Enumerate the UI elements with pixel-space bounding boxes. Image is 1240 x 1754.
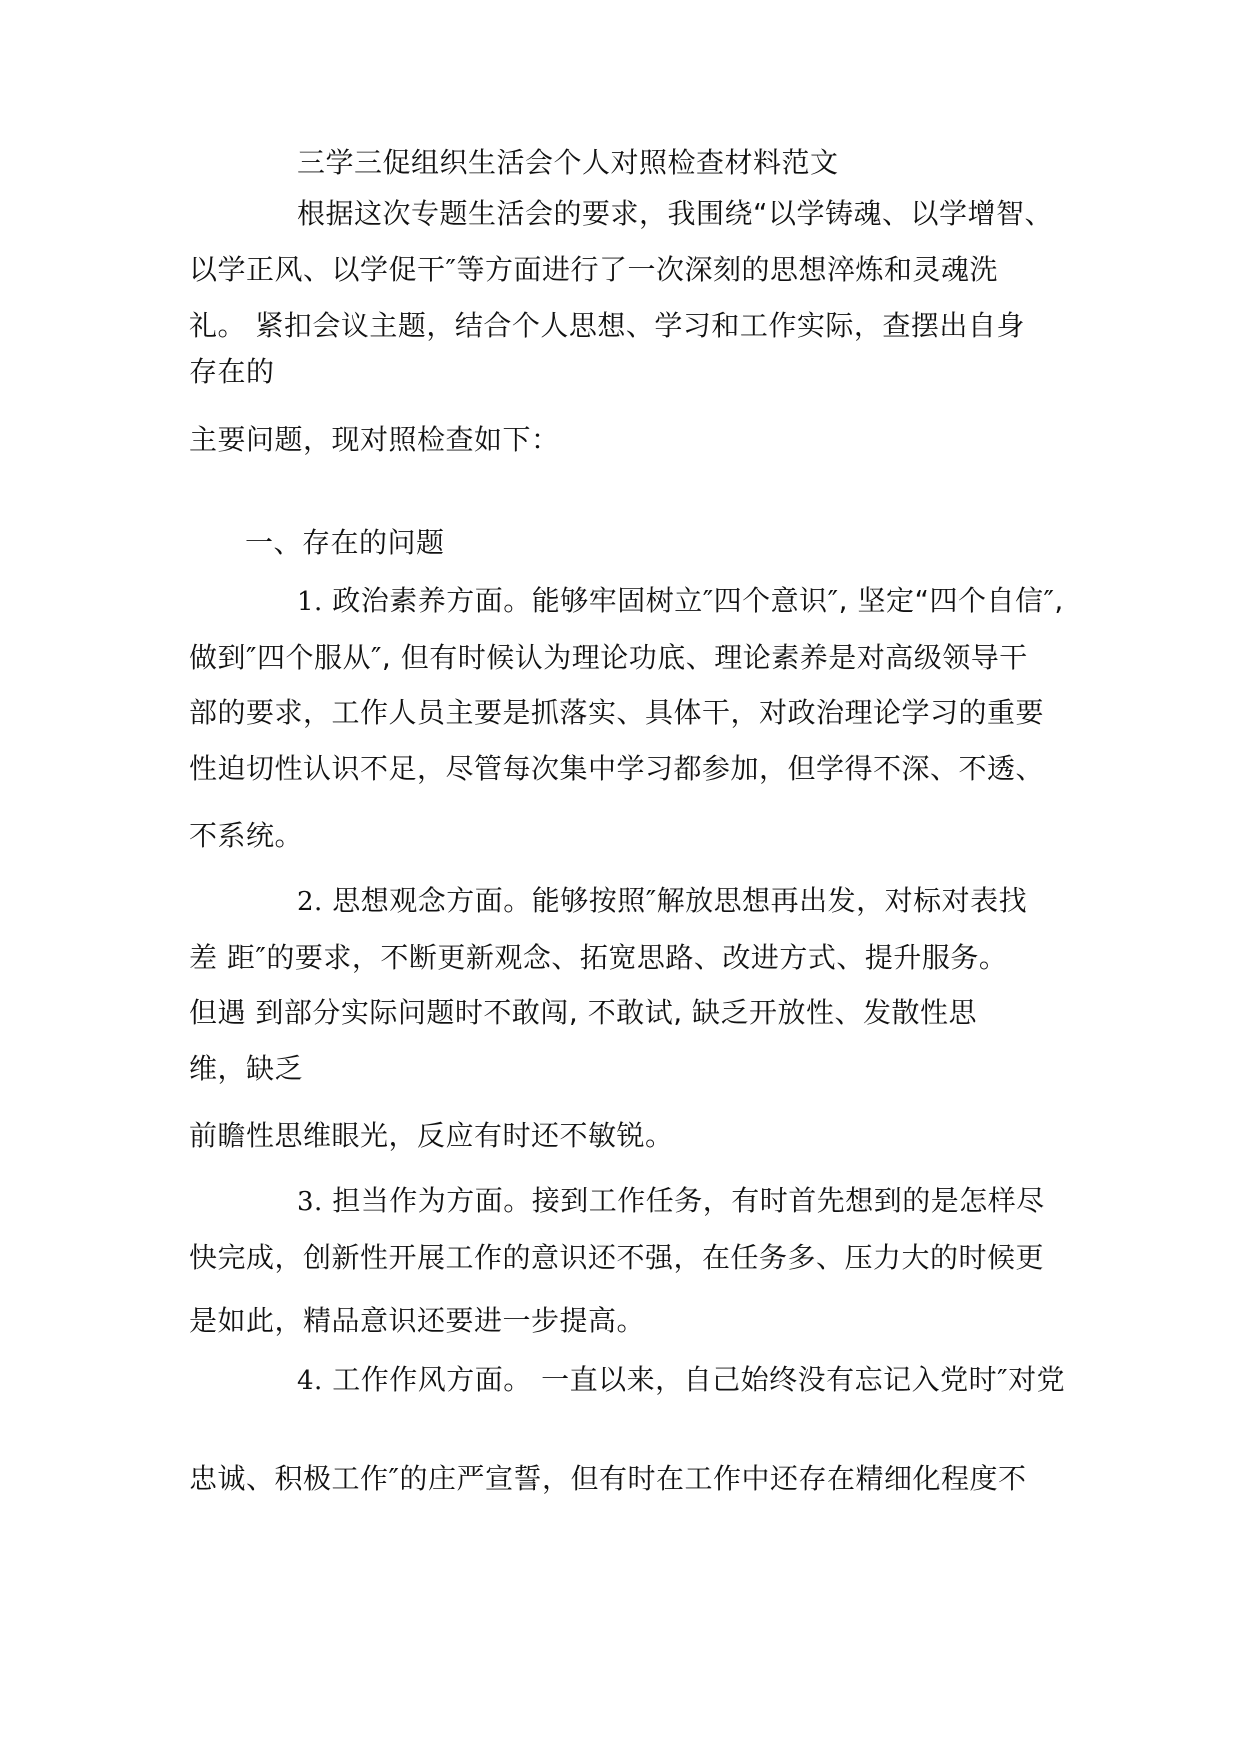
intro-line-4: 存在的	[189, 355, 275, 388]
intro-line-3: 礼。 紧扣会议主题，结合个人思想、学习和工作实际，查摆出自身	[189, 309, 1025, 342]
item2-line-3: 但遇 到部分实际问题时不敢闯, 不敢试, 缺乏开放性、发散性思	[189, 996, 978, 1029]
item2-number: 2.	[297, 887, 323, 917]
item1-line-5: 不系统。	[189, 819, 304, 852]
item1-line-4: 性迫切性认识不足，尽管每次集中学习都参加，但学得不深、不透、	[189, 752, 1045, 785]
item1-line-1	[297, 583, 1064, 620]
item4-number: 4.	[297, 1366, 323, 1396]
item2-line-4: 维，缺乏	[189, 1052, 304, 1085]
item2-line-1	[297, 883, 1027, 920]
intro-line-5: 主要问题，现对照检查如下：	[189, 423, 560, 456]
item4-line-1	[297, 1362, 1065, 1399]
item1-number: 1.	[297, 587, 323, 617]
intro-line-2: 以学正风、以学促干″等方面进行了一次深刻的思想淬炼和灵魂洗	[189, 253, 998, 286]
item4-text: 工作作风方面。 一直以来，自己始终没有忘记入党时″对党	[332, 1363, 1066, 1396]
section-heading: 一、存在的问题	[245, 526, 445, 559]
item3-text: 担当作为方面。接到工作任务，有时首先想到的是怎样尽	[332, 1184, 1045, 1217]
document-title: 三学三促组织生活会个人对照检查材料范文	[297, 146, 839, 179]
item3-number: 3.	[297, 1187, 323, 1217]
item1-text: 政治素养方面。能够牢固树立″四个意识″, 坚定“四个自信″,	[332, 584, 1064, 617]
intro-line-1: 根据这次专题生活会的要求，我围绕“以学铸魂、以学增智、	[297, 197, 1054, 230]
item2-text: 思想观念方面。能够按照″解放思想再出发，对标对表找	[332, 884, 1028, 917]
item1-line-3: 部的要求，工作人员主要是抓落实、具体干，对政治理论学习的重要	[189, 696, 1045, 729]
item2-line-2: 差 距″的要求，不断更新观念、拓宽思路、改进方式、提升服务。	[189, 941, 1008, 974]
item3-line-2: 快完成，创新性开展工作的意识还不强，在任务多、压力大的时候更	[189, 1241, 1045, 1274]
item3-line-3: 是如此，精品意识还要进一步提高。	[189, 1304, 646, 1337]
item2-line-5: 前瞻性思维眼光，反应有时还不敏锐。	[189, 1119, 674, 1152]
item1-line-2: 做到″四个服从″, 但有时候认为理论功底、理论素养是对高级领导干	[189, 641, 1028, 674]
item3-line-1	[297, 1183, 1045, 1220]
item4-line-2: 忠诚、积极工作″的庄严宣誓，但有时在工作中还存在精细化程度不	[189, 1462, 1027, 1495]
